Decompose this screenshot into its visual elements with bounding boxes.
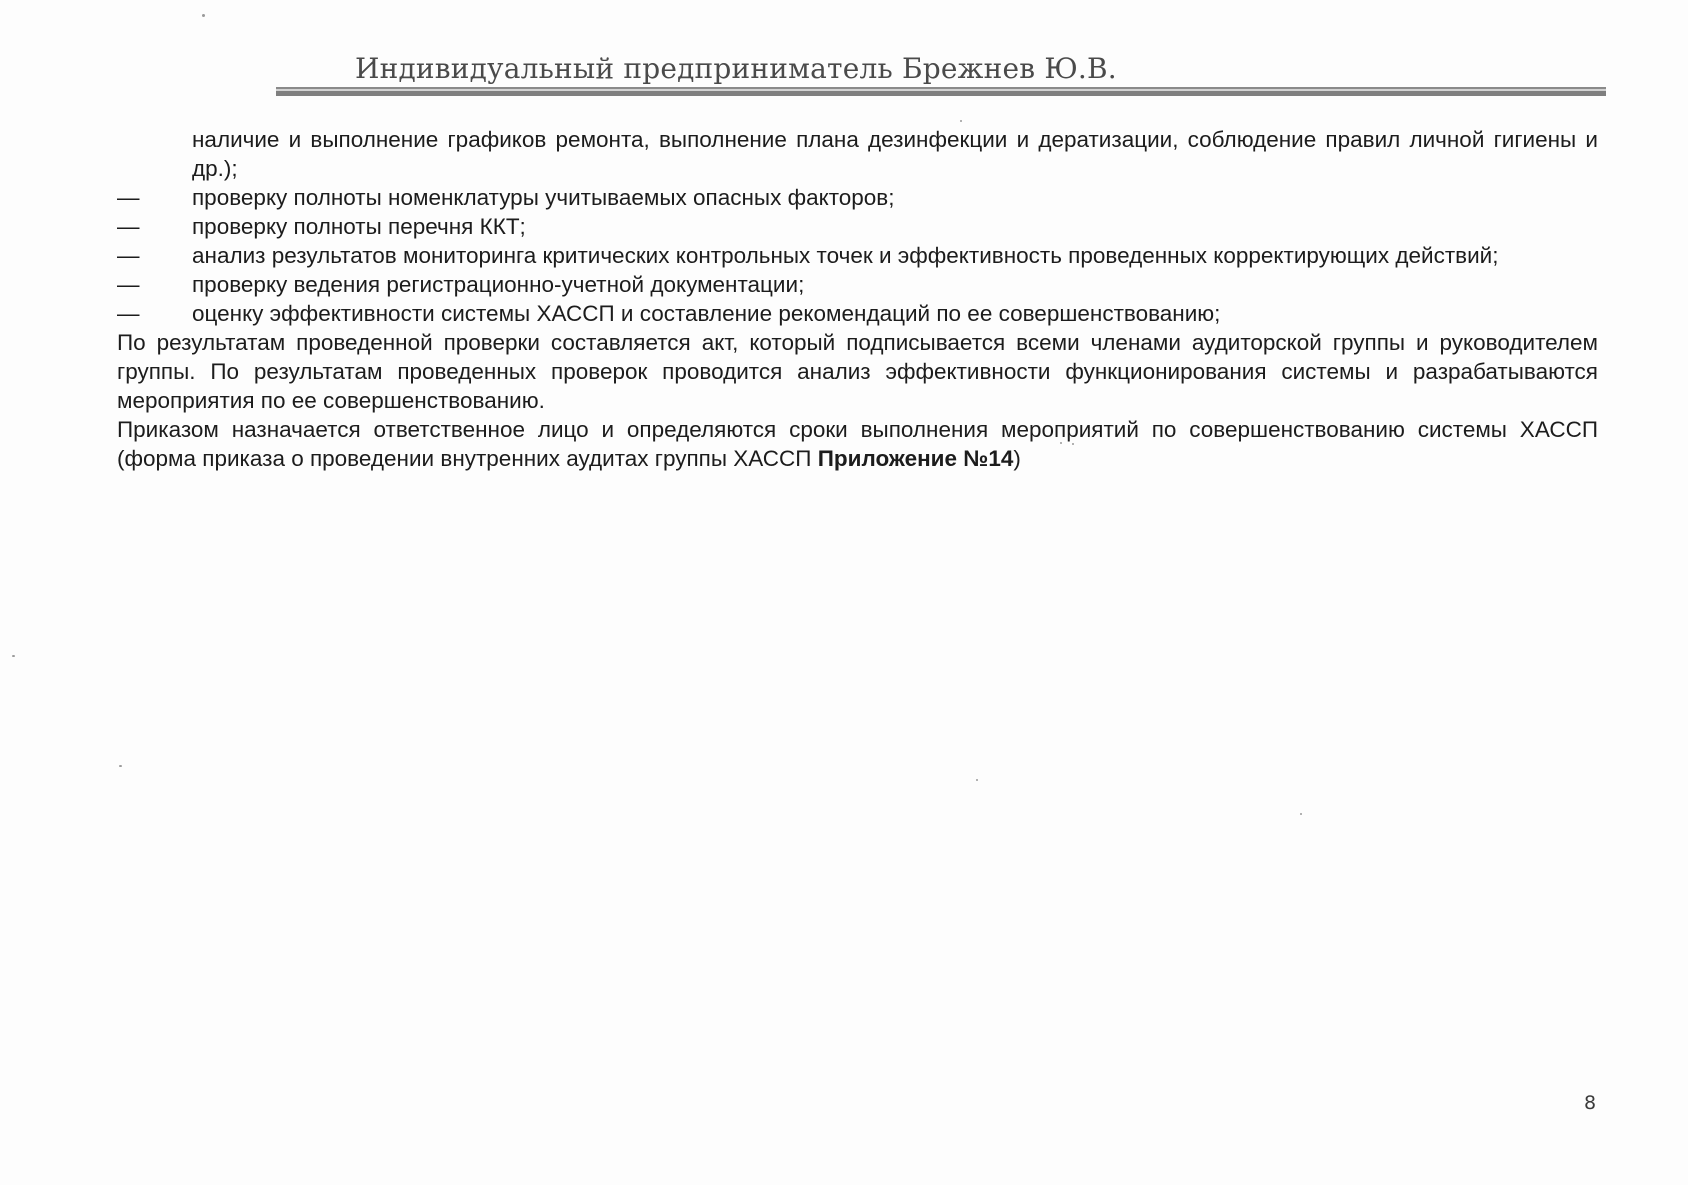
list-item bbox=[117, 299, 1598, 328]
scan-speck bbox=[202, 14, 205, 17]
scan-speck bbox=[1072, 443, 1074, 445]
header-rule bbox=[276, 87, 1606, 96]
list-item-text: проверку полноты перечня ККТ; bbox=[192, 214, 526, 239]
scan-speck bbox=[119, 765, 122, 767]
list-continuation bbox=[117, 125, 1598, 183]
scan-speck bbox=[976, 779, 978, 781]
body-content bbox=[117, 125, 1598, 473]
list-item-text: проверку полноты номенклатуры учитываемых опасных факторов; bbox=[192, 185, 895, 210]
list-item bbox=[117, 270, 1598, 299]
scan-speck bbox=[12, 655, 15, 657]
list-item bbox=[117, 212, 1598, 241]
dash-marker: — bbox=[117, 214, 140, 239]
list-item bbox=[117, 241, 1598, 270]
page-number: 8 bbox=[1584, 1092, 1597, 1114]
dash-marker: — bbox=[117, 301, 140, 326]
appendix-reference: Приложение №14 bbox=[817, 446, 1014, 471]
paragraph-audit-act: По результатам проведенной проверки составляется акт, который подписывается всеми членами аудиторской группы и руководителем группы. По результатам проведенных проверок проводится анализ эффективности функционирования системы и разрабатываются мероприятия по ее совершенствованию. bbox=[117, 330, 1598, 413]
paragraph-order-end: ) bbox=[1013, 446, 1021, 471]
dash-marker: — bbox=[117, 272, 140, 297]
paragraph-order-text: Приказом назначается ответственное лицо и определяются сроки выполнения мероприятий по совершенствованию системы ХАССП (форма приказа о проведении внутренних аудитах группы ХАССП bbox=[117, 417, 1598, 471]
list-item bbox=[117, 183, 1598, 212]
scan-speck bbox=[1060, 442, 1062, 444]
list-item-text: анализ результатов мониторинга критических контрольных точек и эффективность проведенных корректирующих действий; bbox=[192, 243, 1499, 268]
scan-speck bbox=[1300, 813, 1302, 815]
header-title: Индивидуальный предприниматель Брежнев Ю.В. bbox=[355, 52, 1117, 85]
scan-speck bbox=[960, 120, 962, 122]
continuation-text: наличие и выполнение графиков ремонта, выполнение плана дезинфекции и дератизации, соблюдение правил личной гигиены и др.); bbox=[192, 127, 1598, 181]
paragraph-order bbox=[117, 415, 1598, 473]
dash-marker: — bbox=[117, 185, 140, 210]
list-item-text: проверку ведения регистрационно-учетной документации; bbox=[192, 272, 805, 297]
dash-marker: — bbox=[117, 243, 140, 268]
list-item-text: оценку эффективности системы ХАССП и составление рекомендаций по ее совершенствованию; bbox=[192, 301, 1221, 326]
